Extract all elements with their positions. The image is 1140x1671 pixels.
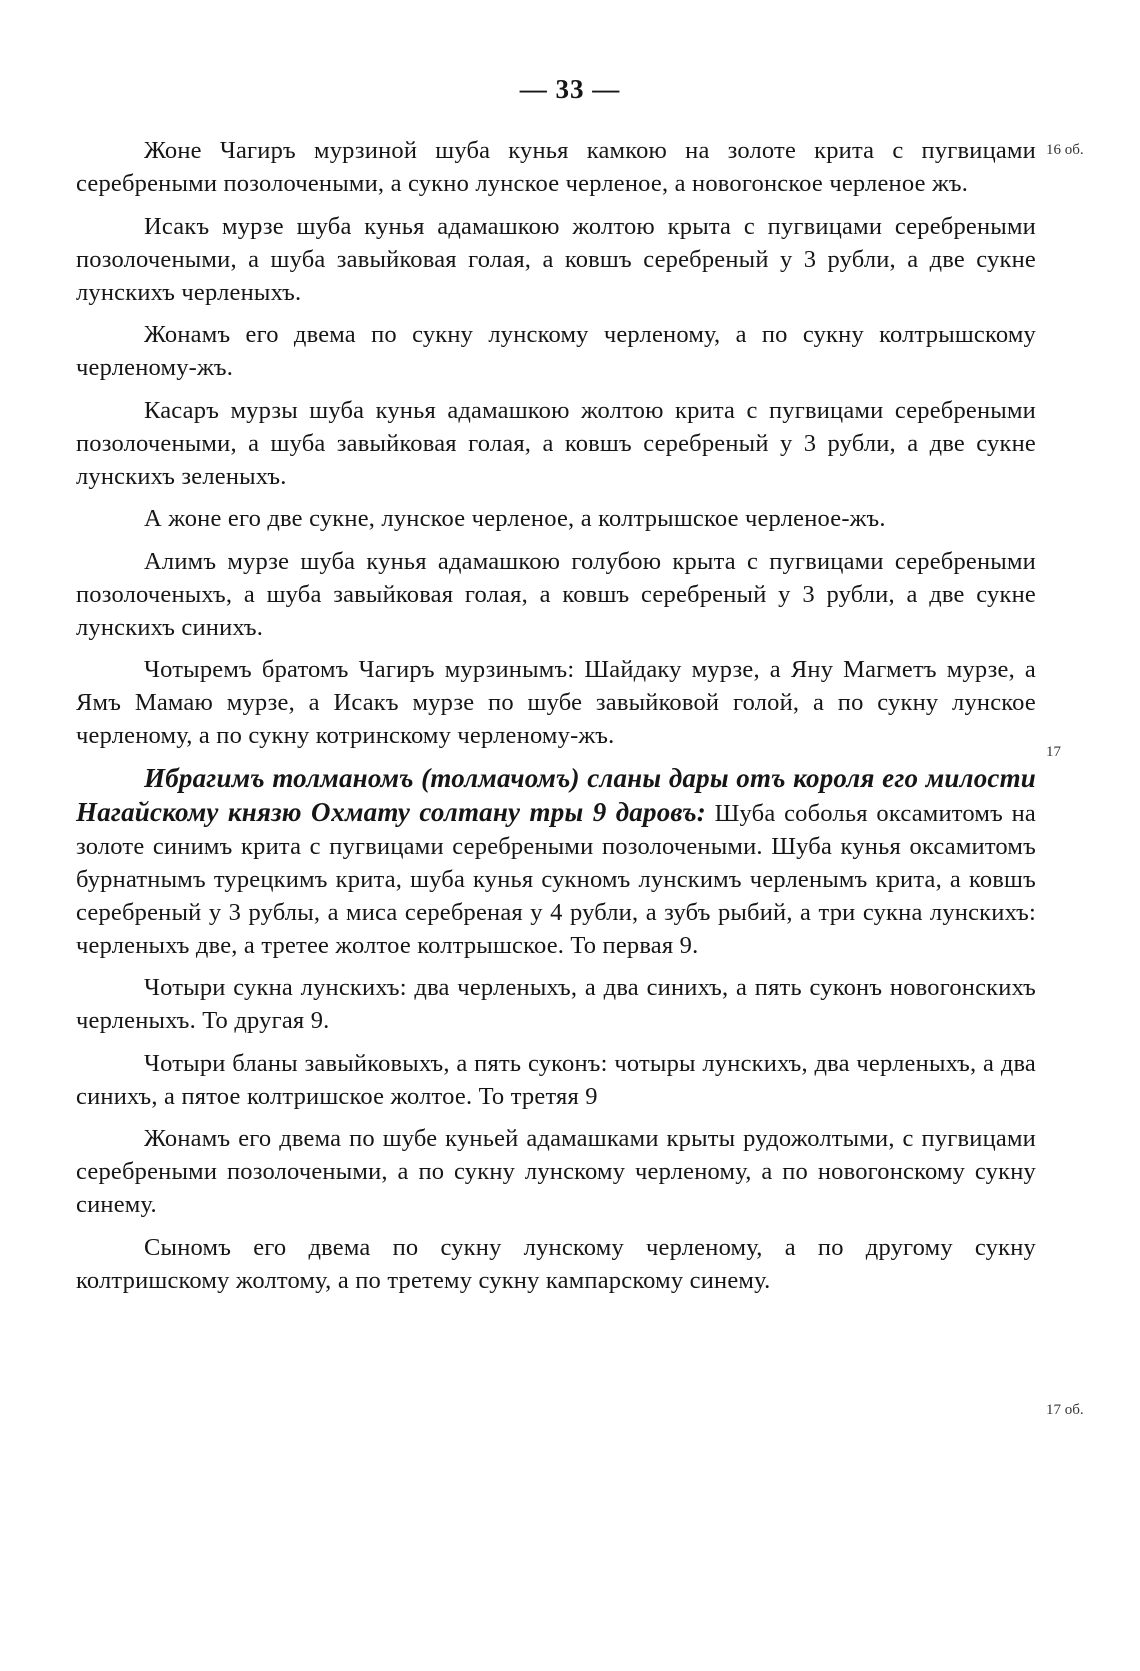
paragraph: Чотыри бланы завыйковыхъ, а пять суконъ: чотыры лунскихъ, два черленыхъ, а два синихъ, а пятое колтришское жолтое. То третяя 9 <box>76 1049 1036 1110</box>
page-number: — 33 — <box>519 74 621 104</box>
gift-list-paragraph <box>76 762 1036 962</box>
paragraph: Чотыремъ братомъ Чагиръ мурзинымъ: Шайдаку мурзе, а Яну Магметъ мурзе, а Ямъ Мамаю мурзе, а Исакъ мурзе по шубе завыйковой голой, а по сукну лунское черленому, а по сукну котринскому черленому-жъ. <box>76 656 1036 749</box>
paragraph: Исакъ мурзе шуба кунья адамашкою жолтою крыта с пугвицами серебреными позолочеными, а шуба завыйковая голая, а ковшъ серебреный у 3 рубли, а две сукне лунскихъ черленыхъ. <box>76 212 1036 306</box>
paragraph-text: Шуба соболья оксамитомъ на золоте синимъ крита с пугвицами серебреными позолочеными. Шуба кунья оксамитомъ бурнатнымъ турецкимъ крита, шуба кунья сукномъ лунскимъ черленымъ крита, а ковшъ серебреный у 3 рублы, а миса серебреная у 4 рубли, а зубъ рыбий, а три сукна лунскихъ: черленыхъ две, а третее жолтое колтрышское. То первая 9. <box>76 799 1037 959</box>
paragraph: Чотыри сукна лунскихъ: два черленыхъ, а два синихъ, а пять суконъ новогонскихъ черленыхъ. То другая 9. <box>76 974 1036 1034</box>
margin-note: 17 об. <box>1046 1402 1084 1418</box>
paragraph: Алимъ мурзе шуба кунья адамашкою голубою крыта с пугвицами серебреными позолоченыхъ, а шуба завыйковая голая, а ковшъ серебреный у 3 рубли, а две сукне лунскихъ синихъ. <box>76 547 1036 641</box>
paragraph: Жонамъ его двема по шубе куньей адамашками крыты рудожолтыми, с пугвицами серебреными позолочеными, а по сукну лунскому черленому, а по новогонскому сукну синему. <box>76 1125 1036 1218</box>
paragraph: Жонамъ его двема по сукну лунскому черленому, а по сукну колтрышскому черленому-жъ. <box>76 321 1036 381</box>
paragraph: Жоне Чагиръ мурзиной шуба кунья камкою на золоте крита с пугвицами серебреными позолочеными, а сукно лунское черленое, а новогонское черленое жъ. <box>76 137 1036 197</box>
paragraph: Сыномъ его двема по сукну лунскому черленому, а по другому сукну колтришскому жолтому, а по третему сукну кампарскому синему. <box>76 1233 1036 1294</box>
paragraph: А жоне его две сукне, лунское черленое, а колтрышское черленое-жъ. <box>144 505 886 532</box>
section-heading: Ибрагимъ толманомъ (толмачомъ) сланы дары отъ короля его милости Нагайскому князю Охмату солтану тры 9 даровъ: <box>76 762 1036 827</box>
page-body <box>76 134 1036 1306</box>
margin-note: 17 <box>1046 744 1061 760</box>
margin-note: 16 об. <box>1046 142 1084 158</box>
paragraph: Касаръ мурзы шуба кунья адамашкою жолтою крита с пугвицами серебреными позолочеными, а шуба завыйковая голая, а ковшъ серебреный у 3 рубли, а две сукне лунскихъ зеленыхъ. <box>76 396 1036 490</box>
